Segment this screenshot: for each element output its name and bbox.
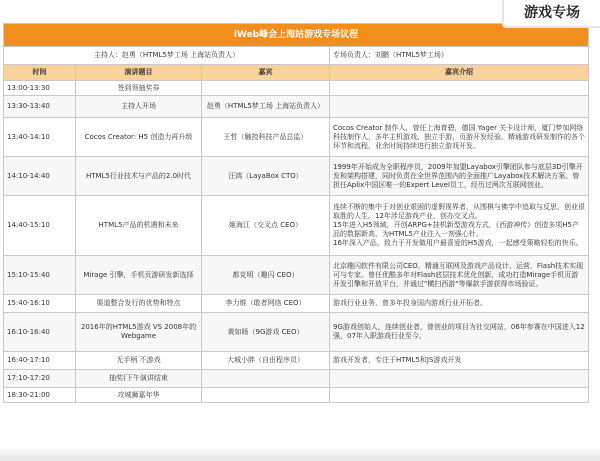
table-row bbox=[4, 81, 589, 96]
row-intro: 1999年开始成为全职程序员，2009年加盟Layabox引擎团队参与底层3D引擎开发和架构搭建，同时负责在全世界范围内的全面推广Layabox技术解决方案。曾担任Aplix中国区唯一的Expert Level员工，经历过两次互联网创业。 bbox=[330, 157, 589, 196]
row-intro: 游戏行业业务，曾多年投身国内游戏行业开拓者。 bbox=[330, 295, 589, 313]
row-intro bbox=[330, 81, 589, 96]
track-lead-info: 专场负责人：刘鹏（HTML5梦工场） bbox=[330, 47, 589, 65]
table-row bbox=[4, 388, 589, 403]
table-row bbox=[4, 370, 589, 388]
row-time: 18:30-21:00 bbox=[4, 388, 76, 403]
agenda-table bbox=[3, 23, 589, 403]
row-intro: 游戏开发者，专注于HTML5和JS游戏开发 bbox=[330, 352, 589, 370]
row-speaker: 都克明（趣闪 CEO） bbox=[202, 256, 330, 295]
host-info: 主持人：赵勇（HTML5梦工场 上海站负责人） bbox=[4, 47, 330, 65]
row-topic: HTML5行业技术与产品的2.0时代 bbox=[76, 157, 202, 196]
row-intro: Cocos Creator 制作人，曾任上海育碧，德国 Yager 关卡设计师，厦门梦加网络科技制作人，多年主机游戏、独立手游、页游开发经验。精通游戏研发制作的各个环节和流程，业余时间持续进行独立游戏开发。 bbox=[330, 118, 589, 157]
row-topic: Cocos Creator: H5 创造力再升级 bbox=[76, 118, 202, 157]
row-topic: 2016年的HTML5游戏 VS 2008年的Webgame bbox=[76, 313, 202, 352]
table-row bbox=[4, 196, 589, 256]
row-intro bbox=[330, 96, 589, 118]
row-time: 14:40-15:10 bbox=[4, 196, 76, 256]
row-intro: 9G游戏创始人，连续创业者，曾创业的项目为社交网站，06年参赛在中国进入12强，07年入职游戏行业至今。 bbox=[330, 313, 589, 352]
agenda-title: iWeb峰会上海站游戏专场议程 bbox=[4, 24, 589, 47]
row-intro: 连续不断的集中于对创业艰困的虚假视界者，从围棋与佛学中追取与反思，创业很取胜的人生。12年涉足游戏产业，创办交叉点。 15年进入H5领域，开创ARPG+挂机新型游戏方式，《西游神传》创造多项H5产品的数据新高，为HTML5产业注入一剂强心针。 16年深入产品，致力于开发做用户最喜爱的H5游戏，一起感受策略轻松的快乐。 bbox=[330, 196, 589, 256]
row-intro bbox=[330, 388, 589, 403]
row-time: 15:10-15:40 bbox=[4, 256, 76, 295]
table-row bbox=[4, 352, 589, 370]
row-intro: 北京趣闪软件有限公司CEO，精通互联网及游戏产品设计、运营，Flash技术实现可与专家。曾任优酷多年对Flash底层技术优化创新，成功打造Mirage手机页游开发引擎和开放平台，并通过"横扫西游"等爆款手游获得市场验证。 bbox=[330, 256, 589, 295]
row-topic: 抽奖(下午演讲结束 bbox=[76, 370, 202, 388]
row-time: 15:40-16:10 bbox=[4, 295, 76, 313]
header-topic: 演讲题目 bbox=[76, 65, 202, 81]
row-time: 14:10-14:40 bbox=[4, 157, 76, 196]
row-time: 13:00-13:30 bbox=[4, 81, 76, 96]
row-topic: HTML5产品的机遇和未来 bbox=[76, 196, 202, 256]
title-row bbox=[4, 24, 589, 47]
row-topic: Mirage 引擎，手机页游研发新选择 bbox=[76, 256, 202, 295]
session-label: 游戏专场 bbox=[502, 0, 600, 28]
row-speaker: 王哲（触控科技产品总监） bbox=[202, 118, 330, 157]
row-time: 17:10-17:20 bbox=[4, 370, 76, 388]
table-row bbox=[4, 96, 589, 118]
table-row bbox=[4, 157, 589, 196]
row-speaker: 汪鸿（LayaBox CTO） bbox=[202, 157, 330, 196]
row-intro bbox=[330, 370, 589, 388]
row-topic: 无手柄 不游戏 bbox=[76, 352, 202, 370]
row-time: 13:40-14:10 bbox=[4, 118, 76, 157]
row-topic: 攻城狮嘉年华 bbox=[76, 388, 202, 403]
row-time: 16:10-16:40 bbox=[4, 313, 76, 352]
row-topic: 主持人开场 bbox=[76, 96, 202, 118]
header-row bbox=[4, 65, 589, 81]
agenda-rows bbox=[4, 81, 589, 403]
table-row bbox=[4, 295, 589, 313]
row-speaker: 大城小胖（自由程序员） bbox=[202, 352, 330, 370]
row-speaker bbox=[202, 81, 330, 96]
row-speaker bbox=[202, 388, 330, 403]
host-row bbox=[4, 47, 589, 65]
row-speaker: 黄如旸（9G游戏 CEO） bbox=[202, 313, 330, 352]
row-time: 13:30-13:40 bbox=[4, 96, 76, 118]
row-speaker: 姬海江（交叉点 CEO） bbox=[202, 196, 330, 256]
row-time: 16:40-17:10 bbox=[4, 352, 76, 370]
row-speaker: 赵勇（HTML5梦工场 上海站负责人） bbox=[202, 96, 330, 118]
row-topic: 渠道整合发行的优势和特点 bbox=[76, 295, 202, 313]
row-speaker bbox=[202, 370, 330, 388]
row-topic: 签到领抽奖券 bbox=[76, 81, 202, 96]
bottom-shade bbox=[0, 447, 600, 461]
row-speaker: 李力维（敢者网络 CEO） bbox=[202, 295, 330, 313]
table-row bbox=[4, 256, 589, 295]
header-time: 时间 bbox=[4, 65, 76, 81]
table-row bbox=[4, 118, 589, 157]
table-row bbox=[4, 313, 589, 352]
header-speaker: 嘉宾 bbox=[202, 65, 330, 81]
header-intro: 嘉宾介绍 bbox=[330, 65, 589, 81]
